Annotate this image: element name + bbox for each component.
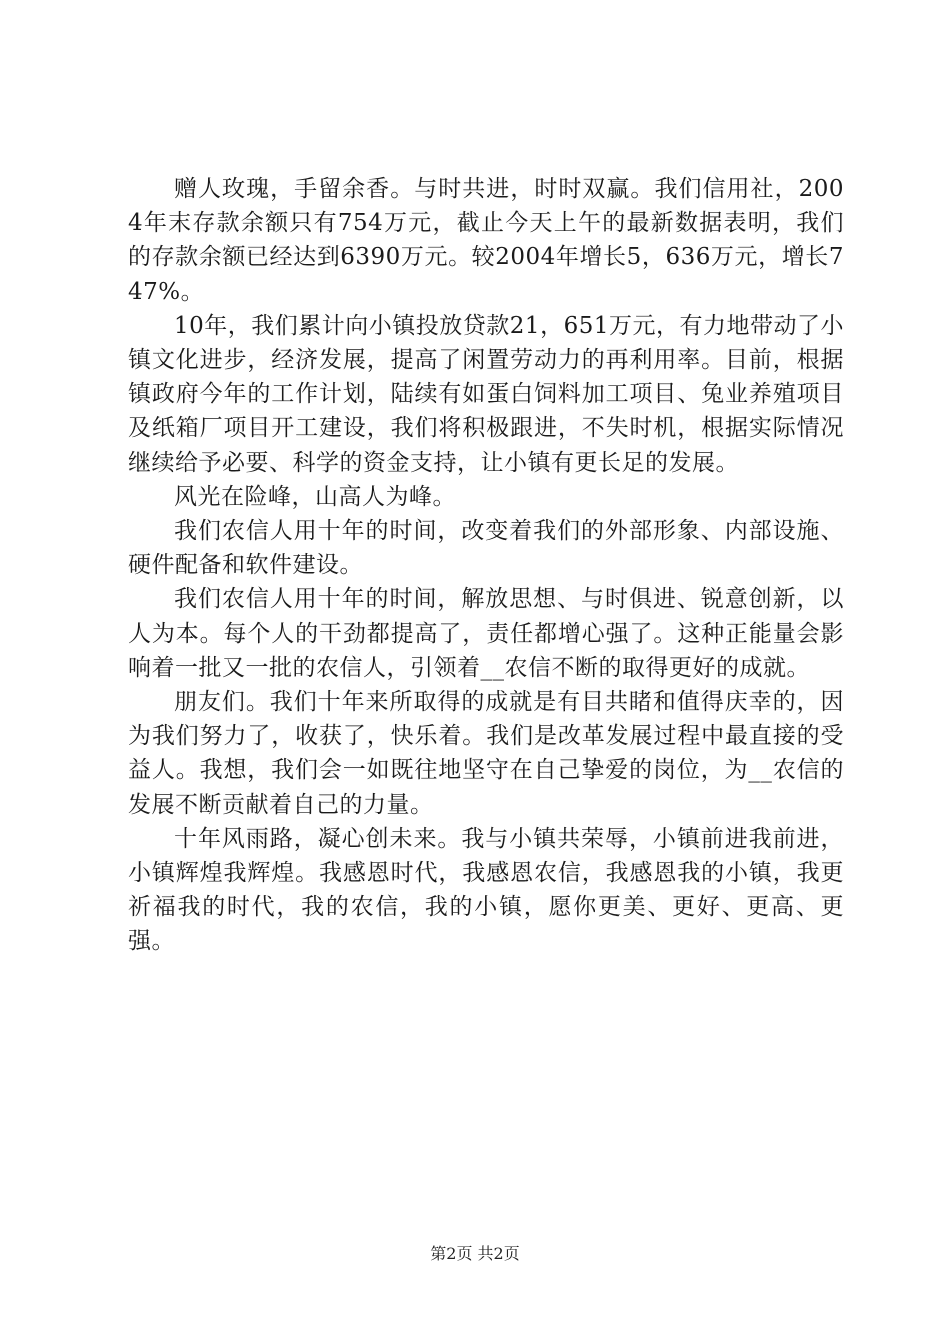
paragraph: 风光在险峰，山高人为峰。 bbox=[174, 483, 456, 510]
paragraph: 我们农信人用十年的时间，改变着我们的外部形象、内部设施、硬件配备和软件建设。 bbox=[128, 518, 844, 579]
paragraph: 十年风雨路，凝心创未来。我与小镇共荣辱，小镇前进我前进，小镇辉煌我辉煌。我感恩时代，我感恩农信，我感恩我的小镇，我更祈福我的时代，我的农信，我的小镇，愿你更美、更好、更高、更强。 bbox=[128, 825, 844, 955]
paragraph: 赠人玫瑰，手留余香。与时共进，时时双赢。我们信用社，2004年末存款余额只有754万元，截止今天上午的最新数据表明，我们的存款余额已经达到6390万元。较2004年增长5，636万元，增长747%。 bbox=[128, 176, 844, 305]
paragraph: 我们农信人用十年的时间，解放思想、与时俱进、锐意创新，以人为本。每个人的干劲都提高了，责任都增心强了。这种正能量会影响着一批又一批的农信人，引领着__农信不断的取得更好的成就。 bbox=[128, 586, 844, 681]
page-footer: 第2页 共2页 bbox=[430, 1244, 520, 1263]
paragraph: 朋友们。我们十年来所取得的成就是有目共睹和值得庆幸的，因为我们努力了，收获了，快乐着。我们是改革发展过程中最直接的受益人。我想，我们会一如既往地坚守在自己挚爱的岗位，为__农信的发展不断贡献着自己的力量。 bbox=[128, 689, 844, 818]
document-body bbox=[128, 172, 844, 959]
paragraph: 10年，我们累计向小镇投放贷款21，651万元，有力地带动了小镇文化进步，经济发展，提高了闲置劳动力的再利用率。目前，根据镇政府今年的工作计划，陆续有如蛋白饲料加工项目、兔业养殖项目及纸箱厂项目开工建设，我们将积极跟进，不失时机，根据实际情况继续给予必要、科学的资金支持，让小镇有更长足的发展。 bbox=[128, 312, 844, 476]
